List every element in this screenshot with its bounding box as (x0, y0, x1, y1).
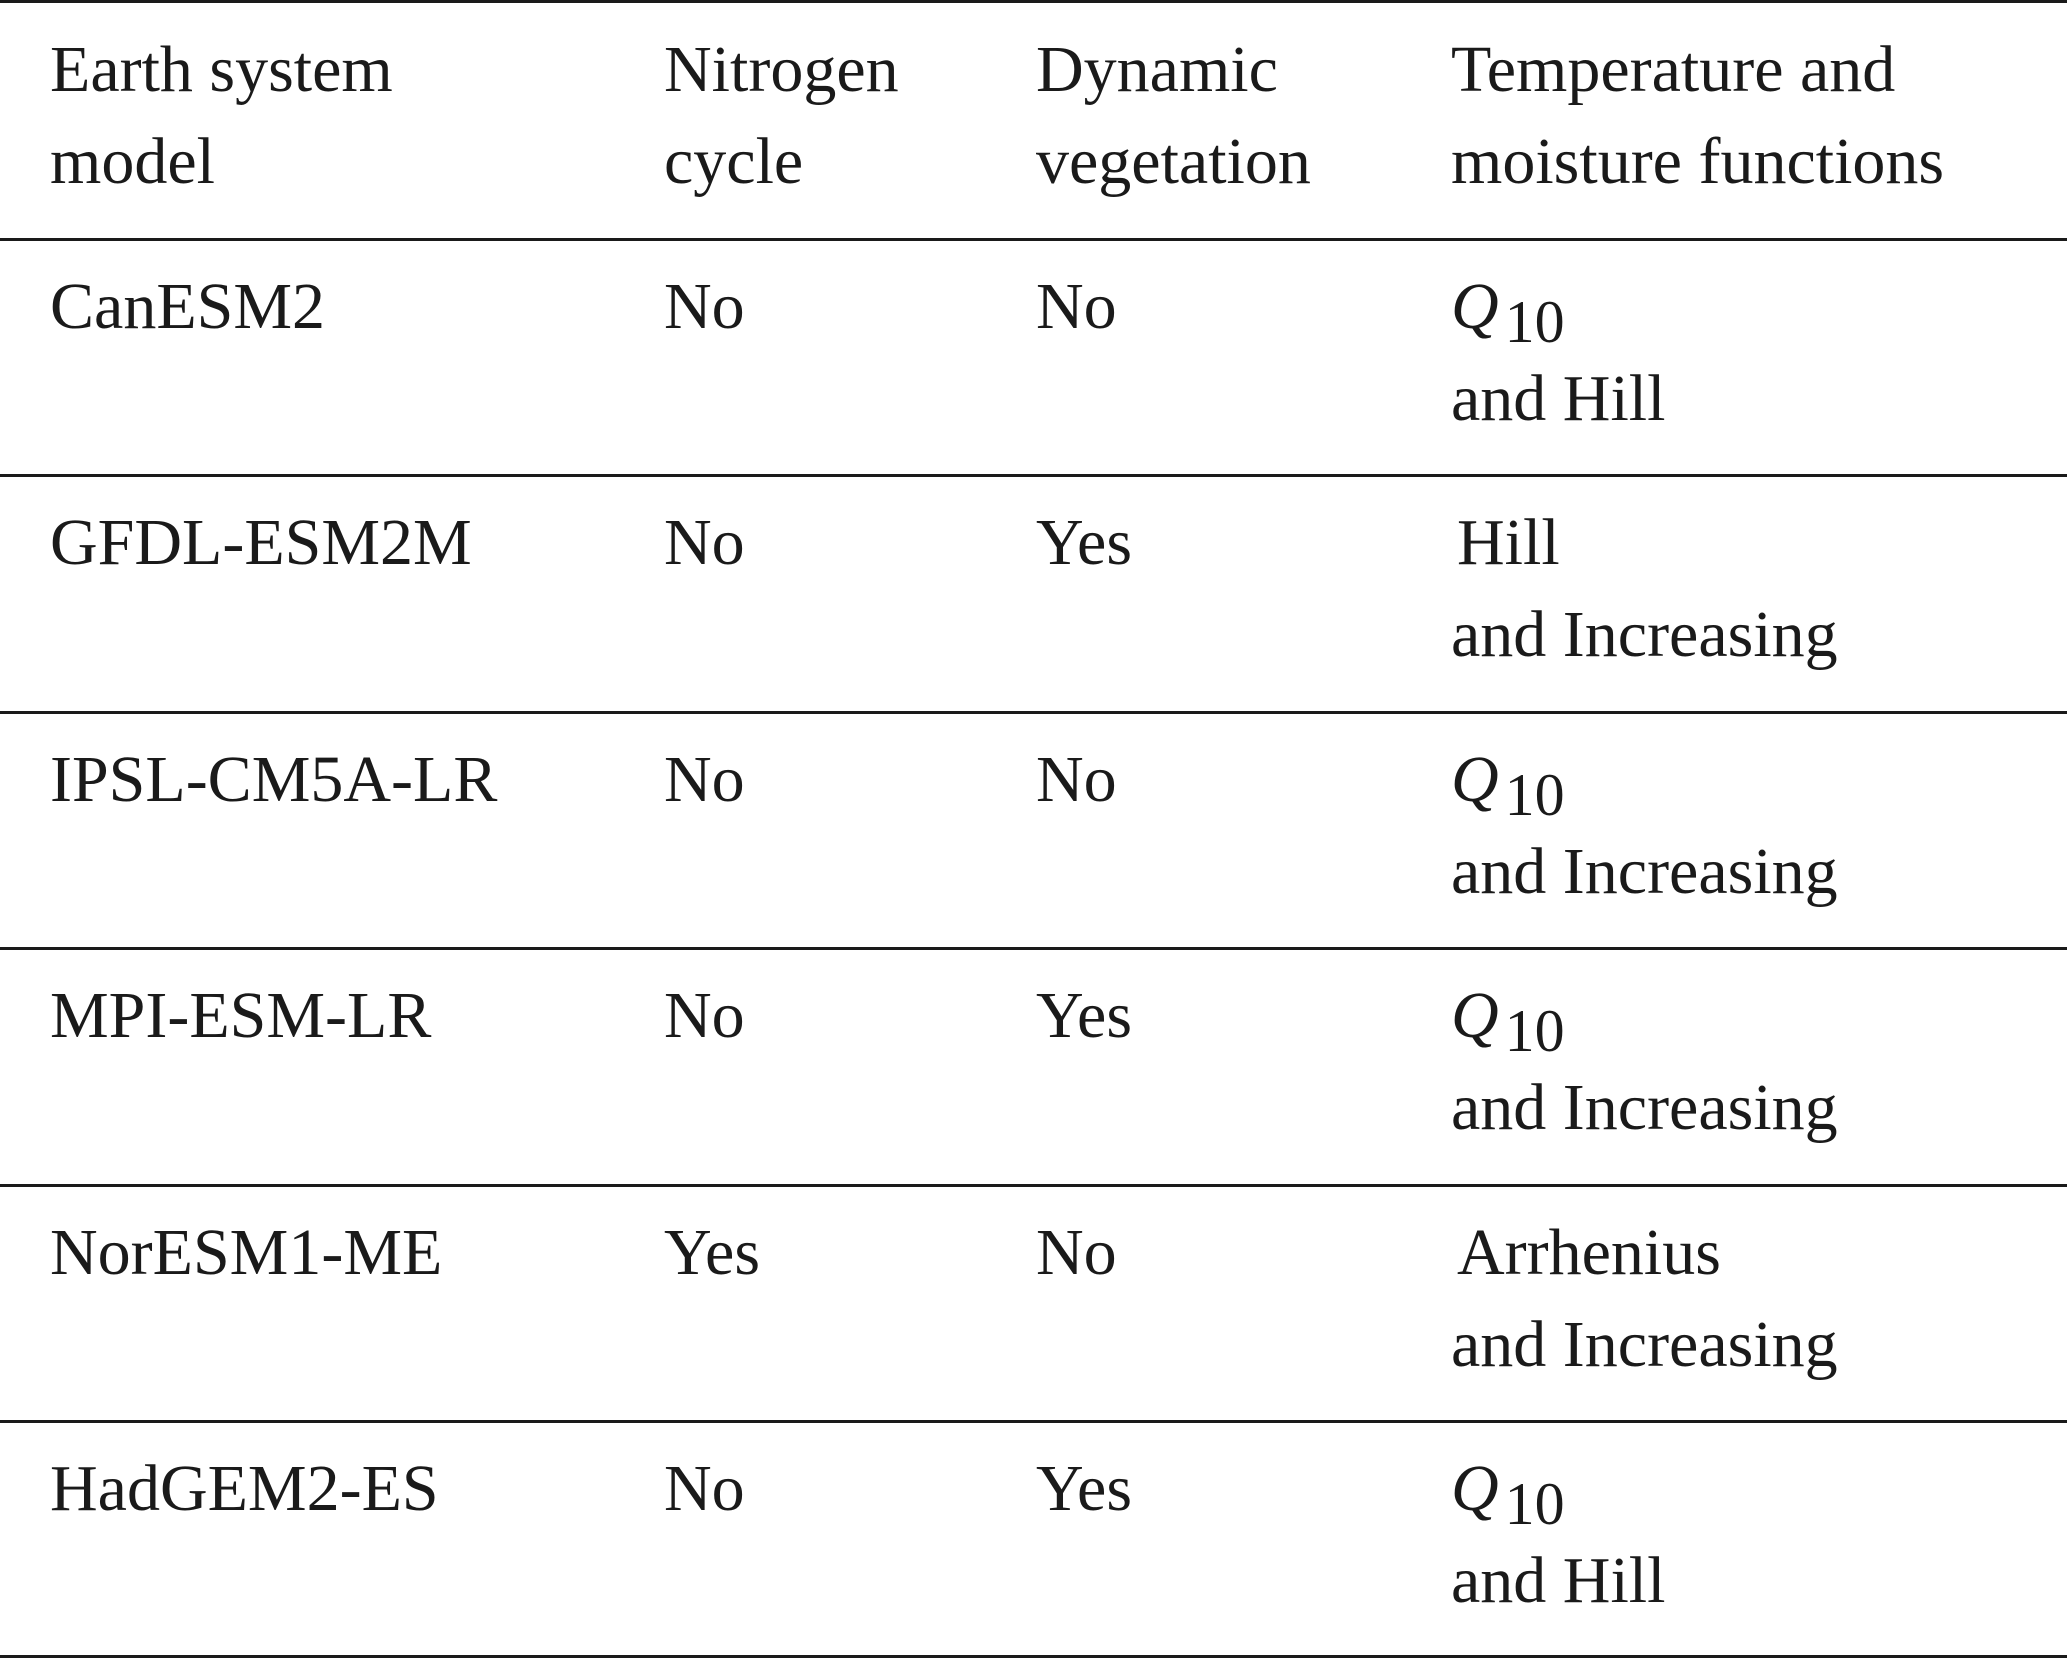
header-model-line1: Earth system (50, 33, 393, 106)
row-0-func-symbol: Q (1451, 270, 1499, 343)
row-5-vegetation: Yes (1036, 1452, 1133, 1525)
header-functions-line2: moisture functions (1451, 125, 1945, 198)
row-2-rule (0, 947, 2067, 950)
row-1-func-line2: and Increasing (1451, 598, 1838, 671)
header-nitrogen (664, 24, 899, 208)
table-bottom-rule (0, 1655, 2067, 1658)
header-model-line2: model (50, 125, 215, 198)
header-nitrogen-line1: Nitrogen (664, 33, 899, 106)
header-nitrogen-line2: cycle (664, 125, 804, 198)
row-5-func-subscript: 10 (1504, 1471, 1565, 1537)
row-4-rule (0, 1420, 2067, 1423)
row-4-functions (1451, 1207, 1838, 1391)
row-2-func-symbol: Q (1451, 743, 1499, 816)
row-0-func-subscript: 10 (1504, 289, 1565, 355)
row-4-model: NorESM1-ME (50, 1216, 443, 1289)
header-functions (1451, 24, 1944, 208)
row-1-model: GFDL-ESM2M (50, 506, 472, 579)
row-3-rule (0, 1184, 2067, 1187)
row-4-func-text: Arrhenius (1457, 1216, 1721, 1289)
header-model (50, 24, 393, 208)
row-0-func-line2: and Hill (1451, 362, 1666, 435)
row-0-nitrogen: No (664, 270, 745, 343)
row-2-model: IPSL-CM5A-LR (50, 743, 498, 816)
row-2-vegetation: No (1036, 743, 1117, 816)
row-3-model: MPI-ESM-LR (50, 979, 432, 1052)
row-4-func-line2: and Increasing (1451, 1308, 1838, 1381)
table-top-rule (0, 0, 2067, 3)
row-5-func-line2: and Hill (1451, 1544, 1666, 1617)
row-5-nitrogen: No (664, 1452, 745, 1525)
row-3-nitrogen: No (664, 979, 745, 1052)
row-1-vegetation: Yes (1036, 506, 1133, 579)
row-5-func-symbol: Q (1451, 1452, 1499, 1525)
row-4-vegetation: No (1036, 1216, 1117, 1289)
header-vegetation-line2: vegetation (1036, 125, 1311, 198)
row-3-func-subscript: 10 (1504, 998, 1565, 1064)
row-2-nitrogen: No (664, 743, 745, 816)
row-3-func-symbol: Q (1451, 979, 1499, 1052)
row-0-functions (1451, 261, 1665, 445)
row-2-func-subscript: 10 (1504, 762, 1565, 828)
row-3-functions (1451, 970, 1838, 1154)
row-2-functions (1451, 734, 1838, 918)
row-1-nitrogen: No (664, 506, 745, 579)
row-3-vegetation: Yes (1036, 979, 1133, 1052)
header-vegetation (1036, 24, 1311, 208)
row-0-rule (0, 474, 2067, 477)
row-0-vegetation: No (1036, 270, 1117, 343)
row-2-func-line2: and Increasing (1451, 835, 1838, 908)
row-1-func-text: Hill (1457, 506, 1560, 579)
header-functions-line1: Temperature and (1451, 33, 1896, 106)
header-rule (0, 238, 2067, 241)
row-0-model: CanESM2 (50, 270, 326, 343)
row-1-rule (0, 711, 2067, 714)
row-1-functions (1451, 497, 1838, 681)
row-5-functions (1451, 1443, 1665, 1627)
row-4-nitrogen: Yes (664, 1216, 761, 1289)
row-3-func-line2: and Increasing (1451, 1071, 1838, 1144)
header-vegetation-line1: Dynamic (1036, 33, 1278, 106)
row-5-model: HadGEM2-ES (50, 1452, 439, 1525)
